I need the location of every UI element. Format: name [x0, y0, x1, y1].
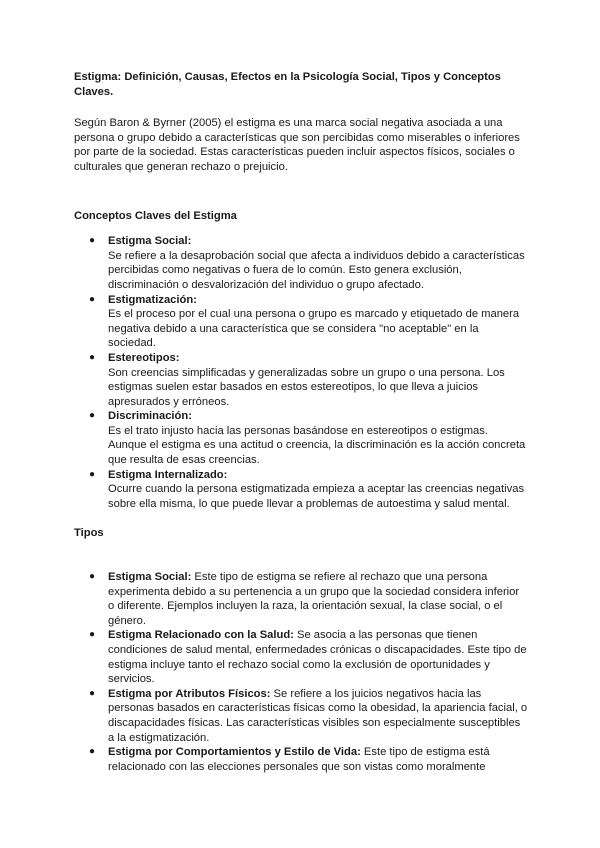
list-item [89, 468, 528, 512]
document-title: Estigma: Definición, Causas, Efectos en la Psicología Social, Tipos y Conceptos Claves. [74, 71, 501, 98]
concept-term: Estigma Internalizado: [108, 468, 228, 481]
list-item [89, 687, 528, 745]
list-item [89, 409, 528, 467]
bullet-icon: ● [89, 351, 96, 363]
list-item [89, 628, 528, 686]
concept-desc: Ocurre cuando la persona estigmatizada empieza a aceptar las creencias negativas sobre ella misma, lo que puede llevar a problemas de autoestima y salud mental. [108, 483, 525, 510]
type-desc: Este tipo de estigma está relacionado con las elecciones personales que son vistas como moralmente [108, 746, 490, 773]
concept-desc: Es el proceso por el cual una persona o grupo es marcado y etiquetado de manera negativa debido a una característica que se considera "no aceptable" en la sociedad. [108, 308, 520, 350]
type-term: Estigma Social: [108, 571, 192, 584]
bullet-icon: ● [89, 293, 96, 305]
concepts-heading: Conceptos Claves del Estigma [74, 209, 237, 222]
concept-desc: Es el trato injusto hacia las personas basándose en estereotipos o estigmas. Aunque el estigma es una actitud o creencia, la discriminación es la acción concreta que resulta de esas creencias. [108, 424, 526, 467]
bullet-icon: ● [89, 629, 96, 641]
bullet-icon: ● [89, 410, 96, 422]
concept-desc: Se refiere a la desaprobación social que afecta a individuos debido a características percibidas como negativas o fuera de lo común. Esto genera exclusión, discriminación o desvalorización del individuo o grupo afectado. [108, 249, 525, 291]
bullet-icon: ● [89, 687, 96, 699]
list-item [89, 570, 528, 628]
bullet-icon: ● [89, 746, 96, 758]
type-desc: Se asocia a las personas que tienen condiciones de salud mental, enfermedades crónicas o discapacidades. Este tipo de estigma incluye tanto el rechazo social como la exclusión de oportunidades y servicios. [108, 629, 527, 686]
intro-paragraph: Según Baron & Byrner (2005) el estigma es una marca social negativa asociada a una persona o grupo debido a características que son percibidas como miserables o inferiores por parte de la sociedad. Estas características pueden incluir aspectos físicos, sociales o culturales que generan rechazo o prejuicio. [74, 117, 520, 173]
concept-term: Estigma Social: [108, 235, 192, 248]
type-desc: Se refiere a los juicios negativos hacia las personas basados en características físicas como la obesidad, la apariencia facial, o discapacidades físicas. Las características visibles son especialmente susceptibles a la estigmatización. [108, 687, 528, 744]
list-item [89, 745, 528, 774]
concept-desc: Son creencias simplificadas y generalizadas sobre un grupo o una persona. Los estigmas suelen estar basados en estos estereotipos, lo que lleva a juicios apresurados y erróneos. [108, 366, 505, 408]
types-list [74, 570, 526, 774]
concept-term: Estereotipos: [108, 351, 180, 364]
list-item [89, 351, 528, 409]
bullet-icon: ● [89, 235, 96, 247]
concept-term: Discriminación: [108, 410, 192, 423]
bullet-icon: ● [89, 468, 96, 480]
type-term: Estigma Relacionado con la Salud: [108, 629, 294, 642]
type-term: Estigma por Atributos Físicos: [108, 687, 271, 700]
type-term: Estigma por Comportamientos y Estilo de Vida: [108, 746, 361, 759]
list-item [89, 234, 528, 292]
bullet-icon: ● [89, 571, 96, 583]
list-item [89, 293, 528, 351]
types-heading: Tipos [74, 527, 104, 540]
concepts-list [74, 234, 526, 511]
concept-term: Estigmatización: [108, 293, 197, 306]
type-desc: Este tipo de estigma se refiere al rechazo que una persona experimenta debido a su pertenencia a un grupo que la sociedad considera inferior o diferente. Ejemplos incluyen la raza, la orientación sexual, la clase social, o el género. [108, 571, 520, 627]
